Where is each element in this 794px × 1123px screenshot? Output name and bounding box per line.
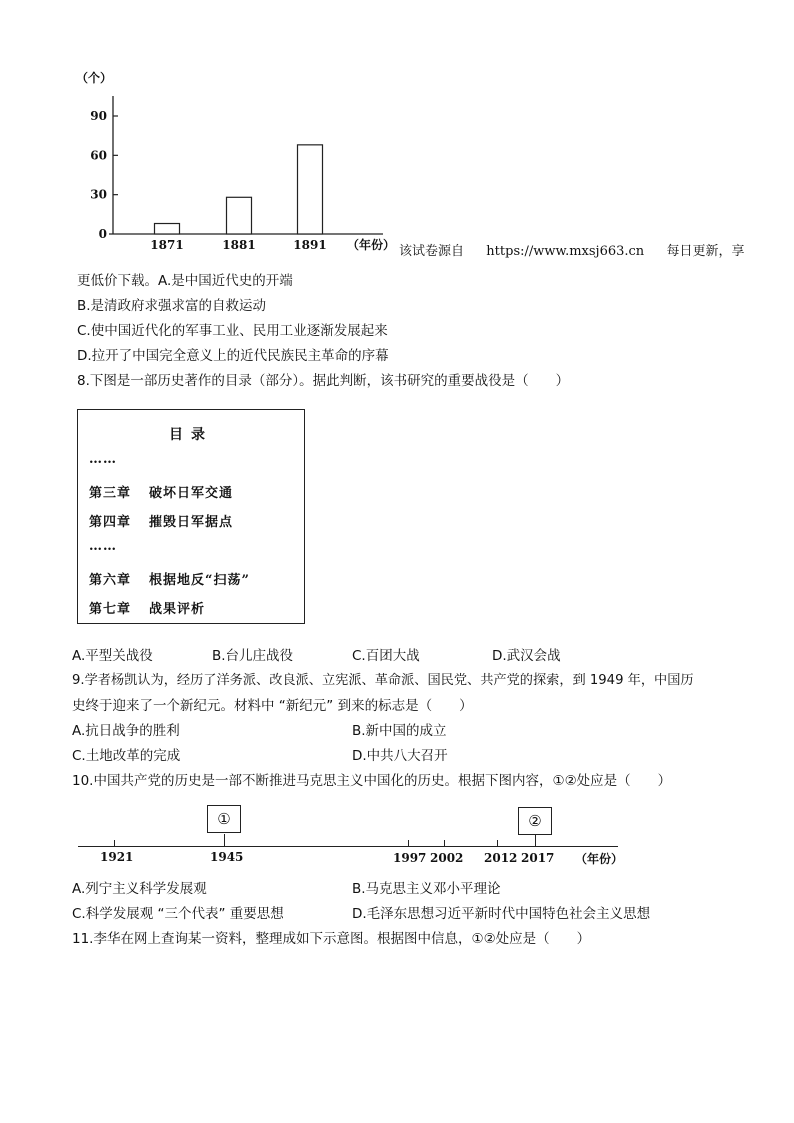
toc-title: 目录 xyxy=(169,427,213,443)
q10-option-d: D.毛泽东思想习近平新时代中国特色社会主义思想 xyxy=(352,906,651,922)
timeline-year-label: 1997 xyxy=(393,851,427,865)
toc-chapter-7 xyxy=(89,598,205,617)
q9-option-b: B.新中国的成立 xyxy=(352,723,447,739)
timeline-year-label: 1945 xyxy=(210,850,244,864)
timeline-year-label: 2002 xyxy=(430,851,464,865)
q9-stem-line-2: 史终于迎来了一个新纪元。材料中 “新纪元” 到来的标志是（ ） xyxy=(72,698,473,714)
y-tick-label: 90 xyxy=(90,109,107,123)
toc-ellipsis-1: …… xyxy=(89,452,117,467)
toc-chapter-title: 战果评析 xyxy=(149,602,206,617)
timeline-tick xyxy=(497,840,498,846)
toc-chapter-number: 第六章 xyxy=(89,573,132,588)
q8-option-a: A.平型关战役 xyxy=(72,648,153,664)
q9-stem-line-1: 9.学者杨凯认为，经历了洋务派、改良派、立宪派、革命派、国民党、共产党的探索，到 1949 年，中国历 xyxy=(72,673,694,688)
bar xyxy=(227,197,252,234)
toc-ellipsis-2: …… xyxy=(89,539,117,554)
timeline-tick xyxy=(114,840,115,846)
q11-stem: 11.李华在网上查询某一资料，整理成如下示意图。根据图中信息，①②处应是（ ） xyxy=(72,931,591,947)
timeline-tick xyxy=(444,840,445,846)
toc-chapter-title: 根据地反“扫荡” xyxy=(149,573,250,588)
q8-stem: 8.下图是一部历史著作的目录（部分）。据此判断，该书研究的重要战役是（ ） xyxy=(77,373,570,389)
q8-option-c: C.百团大战 xyxy=(352,648,420,664)
toc-chapter-number: 第四章 xyxy=(89,515,132,530)
timeline-tick xyxy=(408,840,409,846)
bar-chart xyxy=(60,62,400,262)
y-tick-label: 30 xyxy=(90,187,107,202)
x-tick-label: 1881 xyxy=(222,238,256,252)
q7-option-b: B.是清政府求强求富的自救运动 xyxy=(77,298,267,314)
timeline-tick xyxy=(224,834,225,846)
timeline-axis xyxy=(78,846,618,847)
timeline-year-label: 2012 xyxy=(484,851,518,865)
q7-option-d: D.拉开了中国完全意义上的近代民族民主革命的序幕 xyxy=(77,348,389,364)
toc-chapter-title: 破坏日军交通 xyxy=(149,486,234,501)
q9-option-a: A.抗日战争的胜利 xyxy=(72,723,180,739)
toc-chapter-4 xyxy=(89,511,233,530)
toc-chapter-3 xyxy=(89,482,233,501)
toc-chapter-6 xyxy=(89,569,250,588)
q10-stem: 10.中国共产党的历史是一部不断推进马克思主义中国化的历史。根据下图内容，①②处应是（ ） xyxy=(72,773,672,789)
y-tick-label: 60 xyxy=(90,148,107,163)
q9-option-d: D.中共八大召开 xyxy=(352,748,448,764)
x-axis-label: （年份） xyxy=(347,238,396,252)
q7-option-c: C.使中国近代化的军事工业、民用工业逐渐发展起来 xyxy=(77,323,388,339)
bar xyxy=(298,145,323,234)
watermark-text-2: 每日更新，享 xyxy=(666,244,745,259)
table-of-contents xyxy=(77,409,305,624)
watermark-text-1: 该试卷源自 xyxy=(399,244,465,259)
timeline-year-label: 1921 xyxy=(100,850,134,864)
y-axis-label: （个） xyxy=(76,71,113,85)
x-tick-label: 1891 xyxy=(293,238,327,252)
timeline-year-label: 2017 xyxy=(521,851,555,865)
toc-chapter-number: 第七章 xyxy=(89,602,132,617)
toc-chapter-title: 摧毁日军据点 xyxy=(149,515,234,530)
timeline-box-1: ① xyxy=(207,805,241,833)
q10-option-c: C.科学发展观 “三个代表” 重要思想 xyxy=(72,906,284,922)
timeline-tick xyxy=(535,834,536,846)
q10-option-a: A.列宁主义科学发展观 xyxy=(72,881,207,897)
q9-option-c: C.土地改革的完成 xyxy=(72,748,181,764)
watermark-url[interactable]: https://www.mxsj663.cn xyxy=(486,244,645,259)
q7-continuation: 更低价下载。A.是中国近代史的开端 xyxy=(77,273,293,289)
q10-option-b: B.马克思主义邓小平理论 xyxy=(352,881,501,897)
timeline-axis-label: （年份） xyxy=(575,852,624,866)
y-tick-label: 0 xyxy=(98,227,107,241)
timeline-box-2: ② xyxy=(518,807,552,835)
q8-option-b: B.台儿庄战役 xyxy=(212,648,294,664)
q8-option-d: D.武汉会战 xyxy=(492,648,561,664)
bar xyxy=(155,224,180,234)
watermark-line xyxy=(399,243,744,261)
toc-chapter-number: 第三章 xyxy=(89,486,132,501)
x-tick-label: 1871 xyxy=(150,238,184,252)
